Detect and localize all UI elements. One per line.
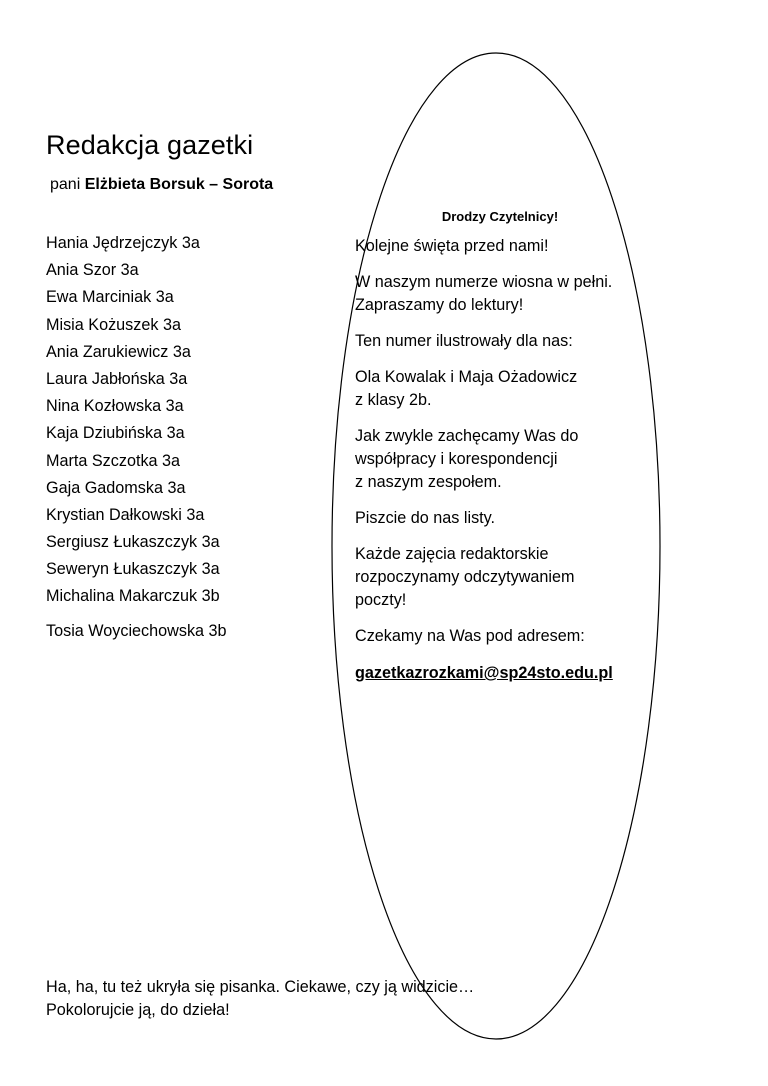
editor-line <box>50 176 273 194</box>
member-item: Seweryn Łukaszczyk 3a <box>46 560 220 579</box>
letter-paragraph: Piszcie do nas listy. <box>355 509 496 527</box>
letter-paragraph: W naszym numerze wiosna w pełni. Zapraszamy do lektury! <box>355 273 613 314</box>
member-item: Michalina Makarczuk 3b <box>46 587 220 606</box>
letter-paragraph: Każde zajęcia redaktorskie rozpoczynamy odczytywaniem poczty! <box>355 545 575 609</box>
footer-note <box>46 976 474 1022</box>
member-item: Sergiusz Łukaszczyk 3a <box>46 533 220 552</box>
member-item: Laura Jabłońska 3a <box>46 369 188 388</box>
letter-paragraph: Jak zwykle zachęcamy Was do współpracy i korespondencji z naszym zespołem. <box>355 427 579 491</box>
member-item: Kaja Dziubińska 3a <box>46 424 185 443</box>
member-item: Ewa Marciniak 3a <box>46 288 174 307</box>
members-list <box>46 230 227 645</box>
letter-paragraph: Ten numer ilustrowały dla nas: <box>355 332 573 350</box>
footer-line: Ha, ha, tu też ukryła się pisanka. Ciekawe, czy ją widzicie… <box>46 978 475 996</box>
editor-name: Elżbieta Borsuk – Sorota <box>84 176 274 193</box>
member-item: Nina Kozłowska 3a <box>46 397 184 416</box>
letter-greeting: Drodzy Czytelnicy! <box>441 209 559 224</box>
letter-paragraph: Kolejne święta przed nami! <box>355 237 549 255</box>
letter-to-readers <box>355 208 665 685</box>
member-item: Krystian Dałkowski 3a <box>46 505 205 524</box>
footer-line: Pokolorujcie ją, do dzieła! <box>46 1001 230 1019</box>
member-item: Tosia Woyciechowska 3b <box>46 621 227 640</box>
letter-paragraph: Czekamy na Was pod adresem: <box>355 627 585 645</box>
editor-prefix: pani <box>50 176 81 193</box>
member-item: Marta Szczotka 3a <box>46 451 181 470</box>
email-link[interactable]: gazetkazrozkami@sp24sto.edu.pl <box>355 664 613 682</box>
page-title: Redakcja gazetki <box>46 130 254 160</box>
member-item: Gaja Gadomska 3a <box>46 478 186 497</box>
letter-paragraph: Ola Kowalak i Maja Ożadowicz z klasy 2b. <box>355 368 578 409</box>
member-item: Hania Jędrzejczyk 3a <box>46 234 200 252</box>
member-item: Misia Kożuszek 3a <box>46 315 181 334</box>
member-item: Ania Zarukiewicz 3a <box>46 342 191 361</box>
member-item: Ania Szor 3a <box>46 261 139 280</box>
